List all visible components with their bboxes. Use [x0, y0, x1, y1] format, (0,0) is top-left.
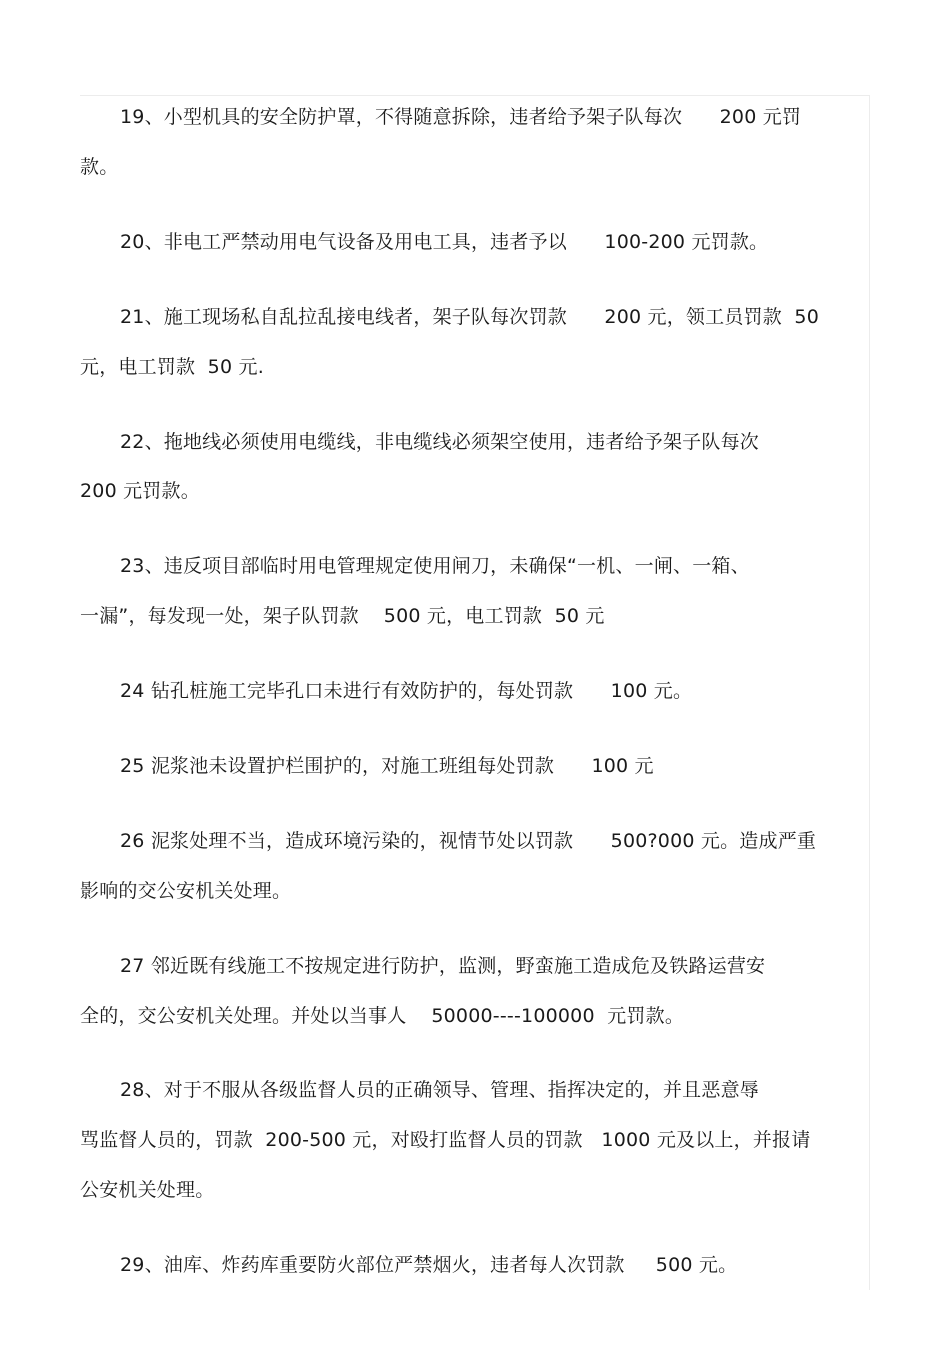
rule-23-line-2: 一漏”，每发现一处，架子队罚款 500 元，电工罚款 50 元 — [80, 605, 605, 627]
rule-27-line-1: 27 邻近既有线施工不按规定进行防护，监测，野蛮施工造成危及铁路运营安 — [120, 955, 766, 977]
rule-28-line-3: 公安机关处理。 — [80, 1179, 215, 1201]
rule-21-line-2: 元，电工罚款 50 元. — [80, 356, 264, 378]
rule-22-line-2: 200 元罚款。 — [80, 480, 200, 502]
page-border-right — [869, 95, 870, 1290]
rule-23-line-1: 23、违反项目部临时用电管理规定使用闸刀，未确保“一机、一闸、一箱、 — [120, 555, 750, 577]
rule-20-line-1: 20、非电工严禁动用电气设备及用电工具，违者予以 100-200 元罚款。 — [120, 231, 769, 253]
rule-21-line-1: 21、施工现场私自乱拉乱接电线者，架子队每次罚款 200 元，领工员罚款 50 — [120, 306, 819, 328]
rule-29-line-1: 29、油库、炸药库重要防火部位严禁烟火，违者每人次罚款 500 元。 — [120, 1254, 738, 1276]
rule-25-line-1: 25 泥浆池未设置护栏围护的，对施工班组每处罚款 100 元 — [120, 755, 654, 777]
rule-26-line-2: 影响的交公安机关处理。 — [80, 880, 292, 902]
rule-24-line-1: 24 钻孔桩施工完毕孔口未进行有效防护的，每处罚款 100 元。 — [120, 680, 693, 702]
rule-19-line-2: 款。 — [80, 156, 119, 178]
rule-27-line-2: 全的，交公安机关处理。并处以当事人 50000----100000 元罚款。 — [80, 1005, 685, 1027]
rule-26-line-1: 26 泥浆处理不当，造成环境污染的，视情节处以罚款 500?000 元。造成严重 — [120, 830, 817, 852]
rule-28-line-2: 骂监督人员的，罚款 200-500 元，对殴打监督人员的罚款 1000 元及以上，并报请 — [80, 1129, 811, 1151]
page-border-top — [80, 95, 870, 96]
rule-22-line-1: 22、拖地线必须使用电缆线，非电缆线必须架空使用，违者给予架子队每次 — [120, 431, 759, 453]
rule-19-line-1: 19、小型机具的安全防护罩，不得随意拆除，违者给予架子队每次 200 元罚 — [120, 106, 802, 128]
rule-28-line-1: 28、对于不服从各级监督人员的正确领导、管理、指挥决定的，并且恶意辱 — [120, 1079, 759, 1101]
